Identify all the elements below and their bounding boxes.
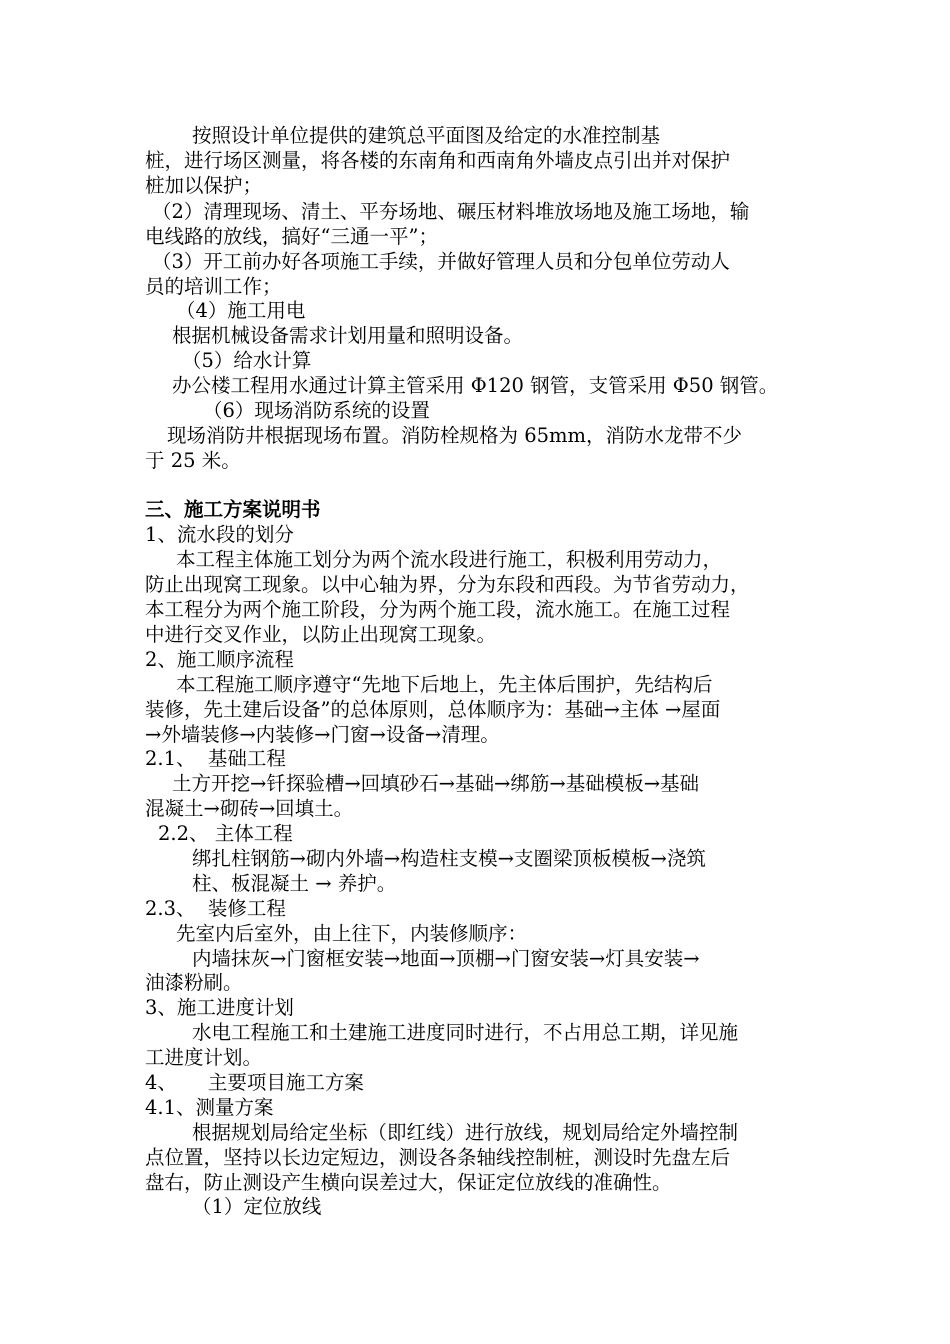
text-line: 桩加以保护； — [145, 174, 263, 197]
subsection-heading: 1、流水段的划分 — [145, 523, 294, 546]
subsection-heading: 2.1、 基础工程 — [145, 747, 286, 770]
text-line: 水电工程施工和土建施工进度同时进行，不占用总工期，详见施 — [192, 1021, 739, 1044]
text-line: （4）施工用电 — [176, 299, 306, 322]
text-line: 混凝土→砌砖→回填土。 — [145, 797, 354, 820]
text-line: 绑扎柱钢筋→砌内外墙→构造柱支模→支圈梁顶板模板→浇筑 — [192, 847, 706, 870]
text-line: 于 25 米。 — [145, 449, 241, 472]
text-line: 办公楼工程用水通过计算主管采用 Φ120 钢管，支管采用 Φ50 钢管。 — [172, 374, 779, 397]
text-line: 本工程施工顺序遵守“先地下后地上，先主体后围护，先结构后 — [176, 673, 713, 696]
text-line: 根据机械设备需求计划用量和照明设备。 — [172, 324, 524, 347]
text-line: 根据规划局给定坐标（即红线）进行放线，规划局给定外墙控制 — [192, 1121, 739, 1144]
text-line: 点位置，坚持以长边定短边，测设各条轴线控制桩，测设时先盘左后 — [145, 1146, 731, 1169]
text-line: 柱、板混凝土 → 养护。 — [192, 872, 397, 895]
text-line: 装修，先土建后设备”的总体原则，总体顺序为：基础→主体 →屋面 — [145, 698, 721, 721]
text-line: 土方开挖→钎探验槽→回填砂石→基础→绑筋→基础模板→基础 — [172, 772, 700, 795]
text-line: 油漆粉刷。 — [145, 971, 243, 994]
text-line: 防止出现窝工现象。以中心轴为界，分为东段和西段。为节省劳动力， — [145, 573, 750, 596]
section-heading: 三、施工方案说明书 — [145, 498, 321, 521]
text-line: 按照设计单位提供的建筑总平面图及给定的水准控制基 — [192, 124, 661, 147]
subsection-heading: 2、施工顺序流程 — [145, 648, 294, 671]
text-line: 盘右，防止测设产生横向误差过大，保证定位放线的准确性。 — [145, 1171, 672, 1194]
text-line: 员的培训工作； — [145, 275, 282, 298]
text-line: →外墙装修→内装修→门窗→设备→清理。 — [145, 723, 500, 746]
text-line: 内墙抹灰→门窗框安装→地面→顶棚→门窗安装→灯具安装→ — [192, 947, 700, 970]
text-line: （2）清理现场、清土、平夯场地、碾压材料堆放场地及施工场地，输 — [152, 200, 750, 223]
text-line: （3）开工前办好各项施工手续，并做好管理人员和分包单位劳动人 — [152, 250, 730, 273]
subsection-heading: 2.2、 主体工程 — [158, 822, 293, 845]
text-line: （5）给水计算 — [182, 349, 312, 372]
text-line: 现场消防井根据现场布置。消防栓规格为 65mm，消防水龙带不少 — [167, 424, 742, 447]
text-line: 本工程分为两个施工阶段，分为两个施工段，流水施工。在施工过程 — [145, 598, 731, 621]
text-line: 电线路的放线，搞好“三通一平”； — [145, 225, 438, 248]
text-line: 先室内后室外，由上往下，内装修顺序： — [176, 922, 528, 945]
text-line: 工进度计划。 — [145, 1046, 263, 1069]
text-line: 桩，进行场区测量，将各楼的东南角和西南角外墙皮点引出并对保护 — [145, 149, 731, 172]
text-line: 中进行交叉作业，以防止出现窝工现象。 — [145, 623, 497, 646]
subsection-heading: 2.3、 装修工程 — [145, 897, 286, 920]
subsection-heading: 4、 主要项目施工方案 — [145, 1071, 364, 1094]
subsection-heading: 4.1、测量方案 — [145, 1096, 274, 1119]
text-line: （6）现场消防系统的设置 — [203, 399, 430, 422]
text-line: 本工程主体施工划分为两个流水段进行施工，积极利用劳动力， — [176, 548, 723, 571]
text-line: （1）定位放线 — [192, 1195, 322, 1218]
subsection-heading: 3、施工进度计划 — [145, 996, 294, 1019]
